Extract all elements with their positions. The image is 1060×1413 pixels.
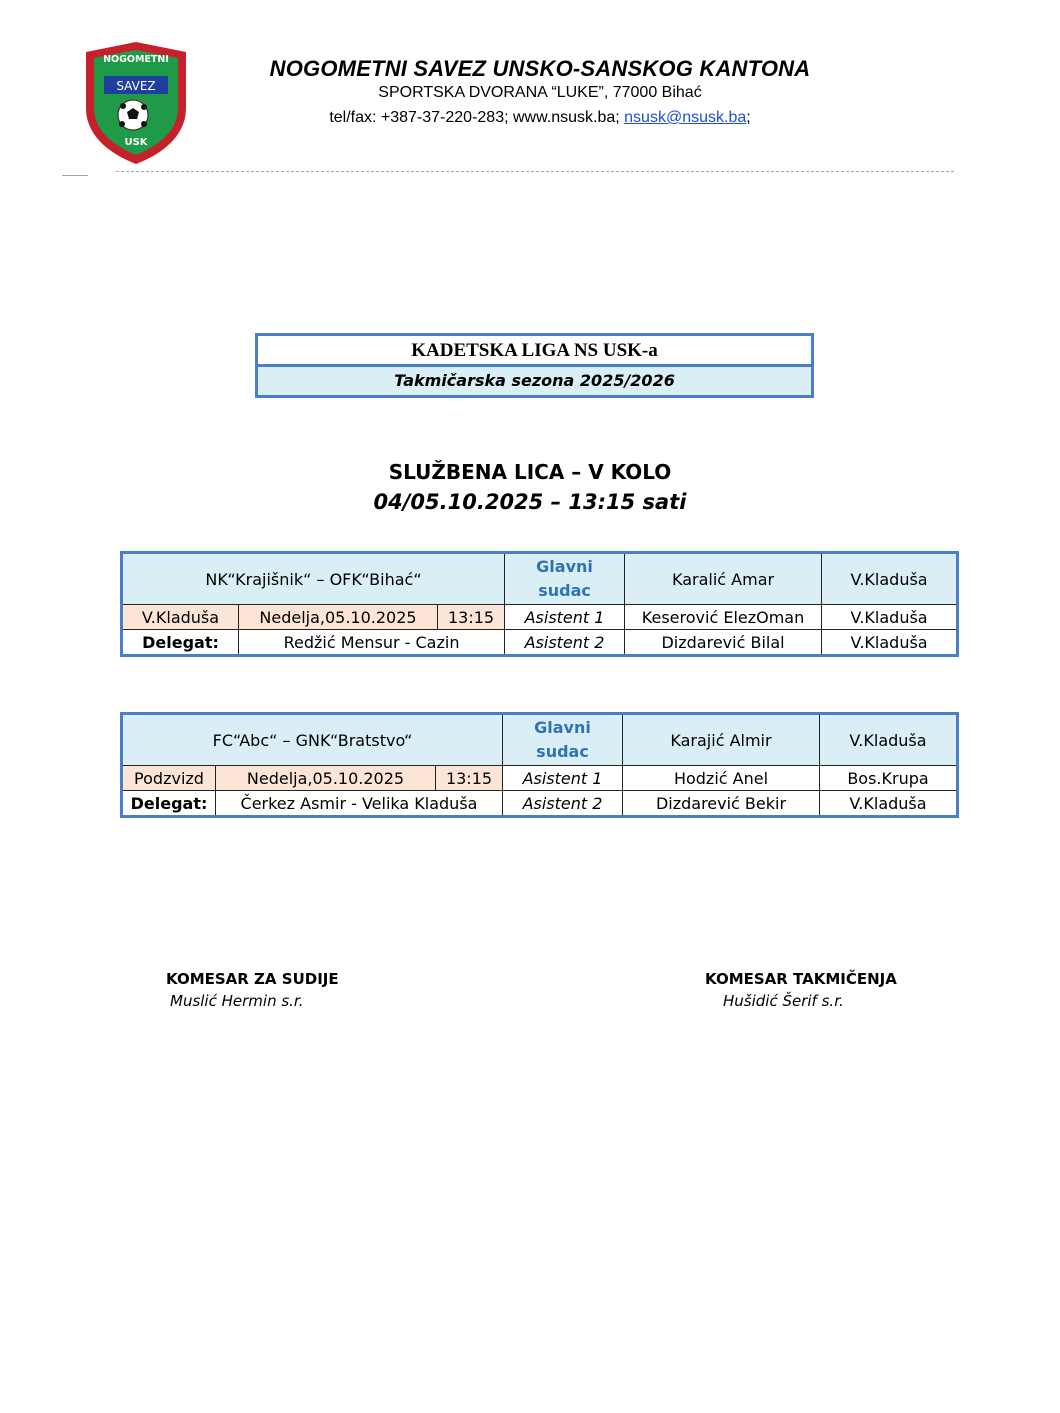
- match-fixture: FC“Abc“ – GNK“Bratstvo“: [122, 714, 503, 766]
- assistant-1-city: Bos.Krupa: [820, 766, 958, 791]
- contact-text: tel/fax: +387-37-220-283; www.nsusk.ba;: [329, 109, 625, 126]
- assistant-2-name: Dizdarević Bekir: [623, 791, 820, 817]
- assistant-1-name: Hodzić Anel: [623, 766, 820, 791]
- logo-mid-text: SAVEZ: [116, 79, 156, 93]
- delegate-name: Redžić Mensur - Cazin: [239, 630, 505, 656]
- signature-name: Hušidić Šerif s.r.: [723, 992, 844, 1010]
- match-time: 13:15: [436, 766, 503, 791]
- signature-title: KOMESAR TAKMIČENJA: [705, 970, 897, 988]
- role-assistant-2: Asistent 2: [503, 791, 623, 817]
- match-date: Nedelja,05.10.2025: [216, 766, 436, 791]
- match-table: [120, 712, 959, 818]
- logo-bottom-text: USK: [124, 137, 148, 148]
- delegate-name: Čerkez Asmir - Velika Kladuša: [216, 791, 503, 817]
- season-label: Takmičarska sezona 2025/2026: [258, 367, 811, 395]
- role-main-referee: Glavni sudac: [503, 714, 623, 766]
- match-table: [120, 551, 959, 657]
- organization-contact: [240, 109, 840, 127]
- match-fixture: NK“Krajišnik“ – OFK“Bihać“: [122, 553, 505, 605]
- organization-address: SPORTSKA DVORANA “LUKE”, 77000 Bihać: [378, 84, 702, 101]
- header-short-rule: [62, 175, 88, 176]
- main-referee-name: Karalić Amar: [625, 553, 822, 605]
- main-referee-city: V.Kladuša: [820, 714, 958, 766]
- role-assistant-1: Asistent 1: [505, 605, 625, 630]
- match-date: Nedelja,05.10.2025: [239, 605, 438, 630]
- signature-referee-commissioner: [166, 970, 339, 1010]
- delegate-label: Delegat:: [122, 630, 239, 656]
- main-referee-name: Karajić Almir: [623, 714, 820, 766]
- role-main-referee: Glavni sudac: [505, 553, 625, 605]
- delegate-label: Delegat:: [122, 791, 216, 817]
- signature-name: Muslić Hermin s.r.: [170, 992, 304, 1010]
- assistant-1-city: V.Kladuša: [822, 605, 958, 630]
- assistant-2-city: V.Kladuša: [820, 791, 958, 817]
- organization-name: NOGOMETNI SAVEZ UNSKO-SANSKOG KANTONA: [269, 56, 811, 81]
- email-link[interactable]: nsusk@nsusk.ba: [624, 109, 747, 126]
- match-time: 13:15: [438, 605, 505, 630]
- signature-competition-commissioner: [705, 970, 897, 1010]
- match-venue: V.Kladuša: [122, 605, 239, 630]
- assistant-2-name: Dizdarević Bilal: [625, 630, 822, 656]
- header-divider: [116, 171, 954, 172]
- assistant-2-city: V.Kladuša: [822, 630, 958, 656]
- assistant-1-name: Keserović ElezOman: [625, 605, 822, 630]
- match-venue: Podzvizd: [122, 766, 216, 791]
- contact-suffix: ;: [746, 109, 751, 126]
- role-assistant-1: Asistent 1: [503, 766, 623, 791]
- round-title: SLUŽBENA LICA – V KOLO: [388, 460, 672, 484]
- league-box: [255, 333, 814, 398]
- logo-top-text: NOGOMETNI: [103, 54, 169, 65]
- role-assistant-2: Asistent 2: [505, 630, 625, 656]
- federation-logo: [78, 38, 194, 168]
- round-datetime: 04/05.10.2025 – 13:15 sati: [373, 490, 687, 514]
- signature-title: KOMESAR ZA SUDIJE: [166, 970, 339, 988]
- league-name: KADETSKA LIGA NS USK-a: [258, 336, 811, 367]
- main-referee-city: V.Kladuša: [822, 553, 958, 605]
